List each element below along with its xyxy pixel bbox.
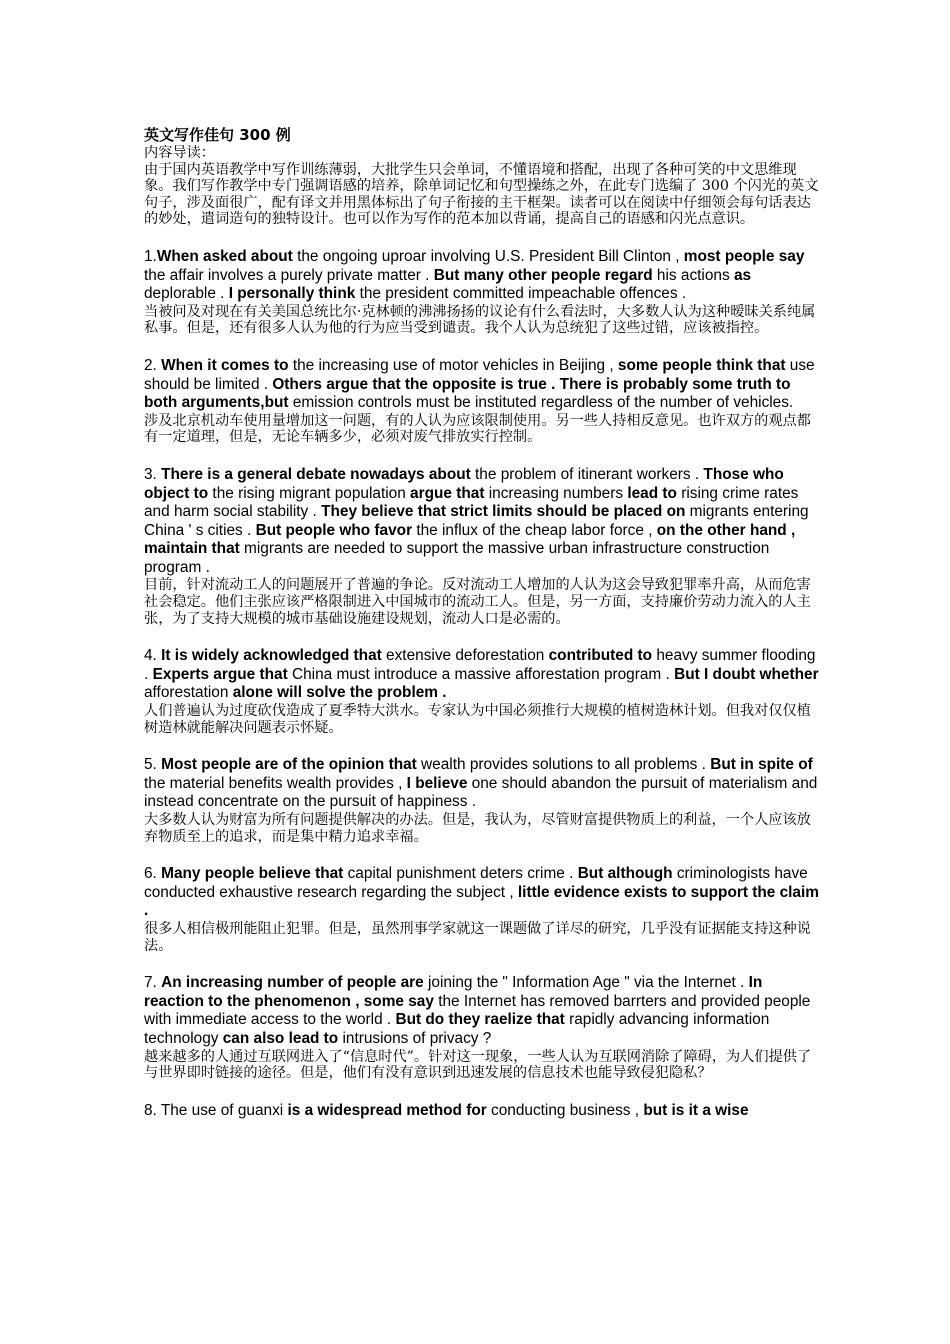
bold-framework-phrase: Others argue that the opposite is true . There is probably some truth to both arguments,but (144, 375, 791, 412)
intro-label: 内容导读： (144, 145, 215, 161)
sentence-text: his actions (652, 266, 734, 284)
document-page (144, 126, 824, 1140)
bold-framework-phrase: But people who favor (255, 521, 413, 539)
sentence-item (144, 1102, 824, 1121)
bold-framework-phrase: little evidence exists to support the claim . (144, 883, 819, 920)
bold-framework-phrase: on the other hand , maintain that (144, 521, 796, 558)
sentence-text: 1. (144, 247, 157, 265)
chinese-translation: 目前，针对流动工人的问题展开了普遍的争论。反对流动工人增加的人认为这会导致犯罪率升高，从而危害社会稳定。他们主张应该严格限制进入中国城市的流动工人。但是，另一方面，支持廉价劳动力流入的人主张，为了支持大规模的城市基础设施建设规划，流动人口是必需的。 (144, 577, 811, 627)
sentence-text: the rising migrant population (208, 484, 411, 502)
sentence-text: the problem of itinerant workers . (470, 465, 704, 483)
sentence-text: rapidly advancing information technology (144, 1011, 770, 1047)
english-sentence (144, 466, 824, 578)
english-sentence (144, 357, 824, 413)
english-sentence (144, 974, 824, 1048)
bold-framework-phrase: They believe that strict limits should be placed on (321, 503, 686, 521)
sentence-text: 2. (144, 356, 162, 374)
bold-framework-phrase: Those who object to (144, 465, 784, 502)
sentence-text: 7. (144, 974, 162, 992)
bold-framework-phrase: is a widespread method for (287, 1101, 487, 1119)
bold-framework-phrase: contributed to (548, 647, 653, 665)
sentence-text: heavy summer flooding . (144, 647, 816, 683)
bold-framework-phrase: But I doubt whether (674, 665, 819, 683)
bold-framework-phrase: I personally think (228, 285, 356, 303)
sentence-text: increasing numbers (484, 484, 628, 502)
sentence-item (144, 248, 824, 337)
sentence-text: joining the " Information Age " via the Internet . (423, 974, 749, 992)
sentence-text: 6. (144, 865, 162, 883)
sentence-text: afforestation (144, 684, 233, 702)
sentence-text: rising crime rates and harm social stability . (144, 484, 799, 521)
sentence-text: deplorable . (144, 285, 229, 303)
bold-framework-phrase: But do they raelize that (395, 1011, 565, 1029)
bold-framework-phrase: When it comes to (161, 356, 289, 374)
document-title: 英文写作佳句 300 例 (144, 126, 291, 144)
bold-framework-phrase: An increasing number of people are (161, 974, 424, 992)
sentence-text: the ongoing uproar involving U.S. President Bill Clinton , (292, 247, 684, 265)
sentence-text: one should abandon the pursuit of materialism and instead concentrate on the pursuit of happiness . (144, 774, 818, 811)
english-sentence (144, 1102, 824, 1121)
sentence-item (144, 756, 824, 845)
sentence-item (144, 357, 824, 446)
bold-framework-phrase: argue that (410, 484, 485, 502)
sentence-list (144, 248, 824, 1120)
bold-framework-phrase: some people think that (617, 356, 786, 374)
bold-framework-phrase: Experts argue that (152, 665, 288, 683)
sentence-text: emission controls must be instituted regardless of the number of vehicles. (288, 394, 794, 412)
sentence-text: the influx of the cheap labor force , (412, 521, 657, 539)
intro-text: 由于国内英语教学中写作训练薄弱，大批学生只会单词，不懂语境和搭配，出现了各种可笑的中文思维现象。我们写作教学中专门强调语感的培养，除单词记忆和句型操练之外，在此专门选编了 300 个闪光的英文句子，涉及面很广，配有译文并用黑体标出了句子衔接的主干框架。读者可以在阅读中仔细领会每句话表达的妙处，遣词造句的独特设计。也可以作为写作的范本加以背诵，提高自己的语感和闪光点意识。 (144, 161, 819, 228)
intro-section (144, 145, 824, 228)
bold-framework-phrase: But in spite of (710, 756, 813, 774)
bold-framework-phrase: most people say (683, 247, 805, 265)
sentence-text: migrants entering China ' s cities . (144, 503, 809, 539)
sentence-item (144, 466, 824, 627)
sentence-text: the increasing use of motor vehicles in Beijing , (288, 356, 618, 374)
bold-framework-phrase: It is widely acknowledged that (161, 647, 382, 665)
bold-framework-phrase: In reaction to the phenomenon , some say (144, 974, 763, 1010)
english-sentence (144, 865, 824, 921)
sentence-item (144, 865, 824, 954)
bold-framework-phrase: but is it a wise (643, 1101, 749, 1119)
sentence-text: China must introduce a massive afforestation program . (287, 665, 675, 683)
sentence-text: the material benefits wealth provides , (144, 774, 407, 792)
english-sentence (144, 248, 824, 304)
bold-framework-phrase: Many people believe that (161, 865, 344, 883)
sentence-text: conducting business , (486, 1101, 644, 1119)
sentence-text: the affair involves a purely private matter . (144, 266, 434, 284)
chinese-translation: 人们普遍认为过度砍伐造成了夏季特大洪水。专家认为中国必须推行大规模的植树造林计划。但我对仅仅植树造林就能解决问题表示怀疑。 (144, 703, 811, 736)
sentence-item (144, 974, 824, 1082)
bold-framework-phrase: can also lead to (222, 1029, 339, 1047)
bold-framework-phrase: alone will solve the problem . (232, 684, 447, 702)
sentence-text: capital punishment deters crime . (343, 865, 578, 883)
chinese-translation: 越来越多的人通过互联网进入了“信息时代”。针对这一现象，一些人认为互联网消除了障碍，为人们提供了与世界即时链接的途径。但是，他们有没有意识到迅速发展的信息技术也能导致侵犯隐私？ (144, 1048, 812, 1082)
english-sentence (144, 647, 824, 703)
english-sentence (144, 756, 824, 812)
bold-framework-phrase: There is a general debate nowadays about (161, 465, 471, 483)
sentence-text: 8. The use of guanxi (144, 1101, 288, 1119)
sentence-text: use should be limited . (144, 356, 815, 393)
sentence-text: the president committed impeachable offences . (355, 285, 687, 303)
bold-framework-phrase: But although (577, 865, 673, 883)
chinese-translation: 大多数人认为财富为所有问题提供解决的办法。但是，我认为，尽管财富提供物质上的利益，一个人应该放弃物质至上的追求，而是集中精力追求幸福。 (144, 812, 811, 845)
sentence-text: intrusions of privacy ? (338, 1029, 492, 1047)
sentence-item (144, 647, 824, 736)
sentence-text: 4. (144, 647, 162, 665)
sentence-text: the Internet has removed barrters and provided people with immediate access to the world . (144, 992, 811, 1029)
bold-framework-phrase: Most people are of the opinion that (161, 756, 417, 774)
bold-framework-phrase: When asked about (156, 247, 293, 265)
sentence-text: extensive deforestation (381, 647, 549, 665)
bold-framework-phrase: But many other people regard (433, 266, 653, 284)
chinese-translation: 当被问及对现在有关美国总统比尔·克林顿的沸沸扬扬的议论有什么看法时，大多数人认为这种暧昧关系纯属私事。但是，还有很多人认为他的行为应当受到谴责。我个人认为总统犯了这些过错，应该被指控。 (144, 303, 816, 337)
chinese-translation: 涉及北京机动车使用量增加这一问题，有的人认为应该限制使用。另一些人持相反意见。也许双方的观点都有一定道理，但是，无论车辆多少，必须对废气排放实行控制。 (144, 412, 811, 446)
bold-framework-phrase: as (733, 266, 752, 284)
bold-framework-phrase: lead to (627, 484, 677, 502)
sentence-text: wealth provides solutions to all problems . (416, 756, 711, 774)
sentence-text: 3. (144, 465, 162, 483)
bold-framework-phrase: I believe (406, 774, 468, 792)
chinese-translation: 很多人相信极刑能阻止犯罪。但是，虽然刑事学家就这一课题做了详尽的研究，几乎没有证据能支持这种说法。 (144, 920, 811, 954)
sentence-text: criminologists have conducted exhaustive research regarding the subject , (144, 865, 808, 901)
sentence-text: 5. (144, 756, 162, 774)
sentence-text: migrants are needed to support the massive urban infrastructure construction program . (144, 540, 770, 576)
